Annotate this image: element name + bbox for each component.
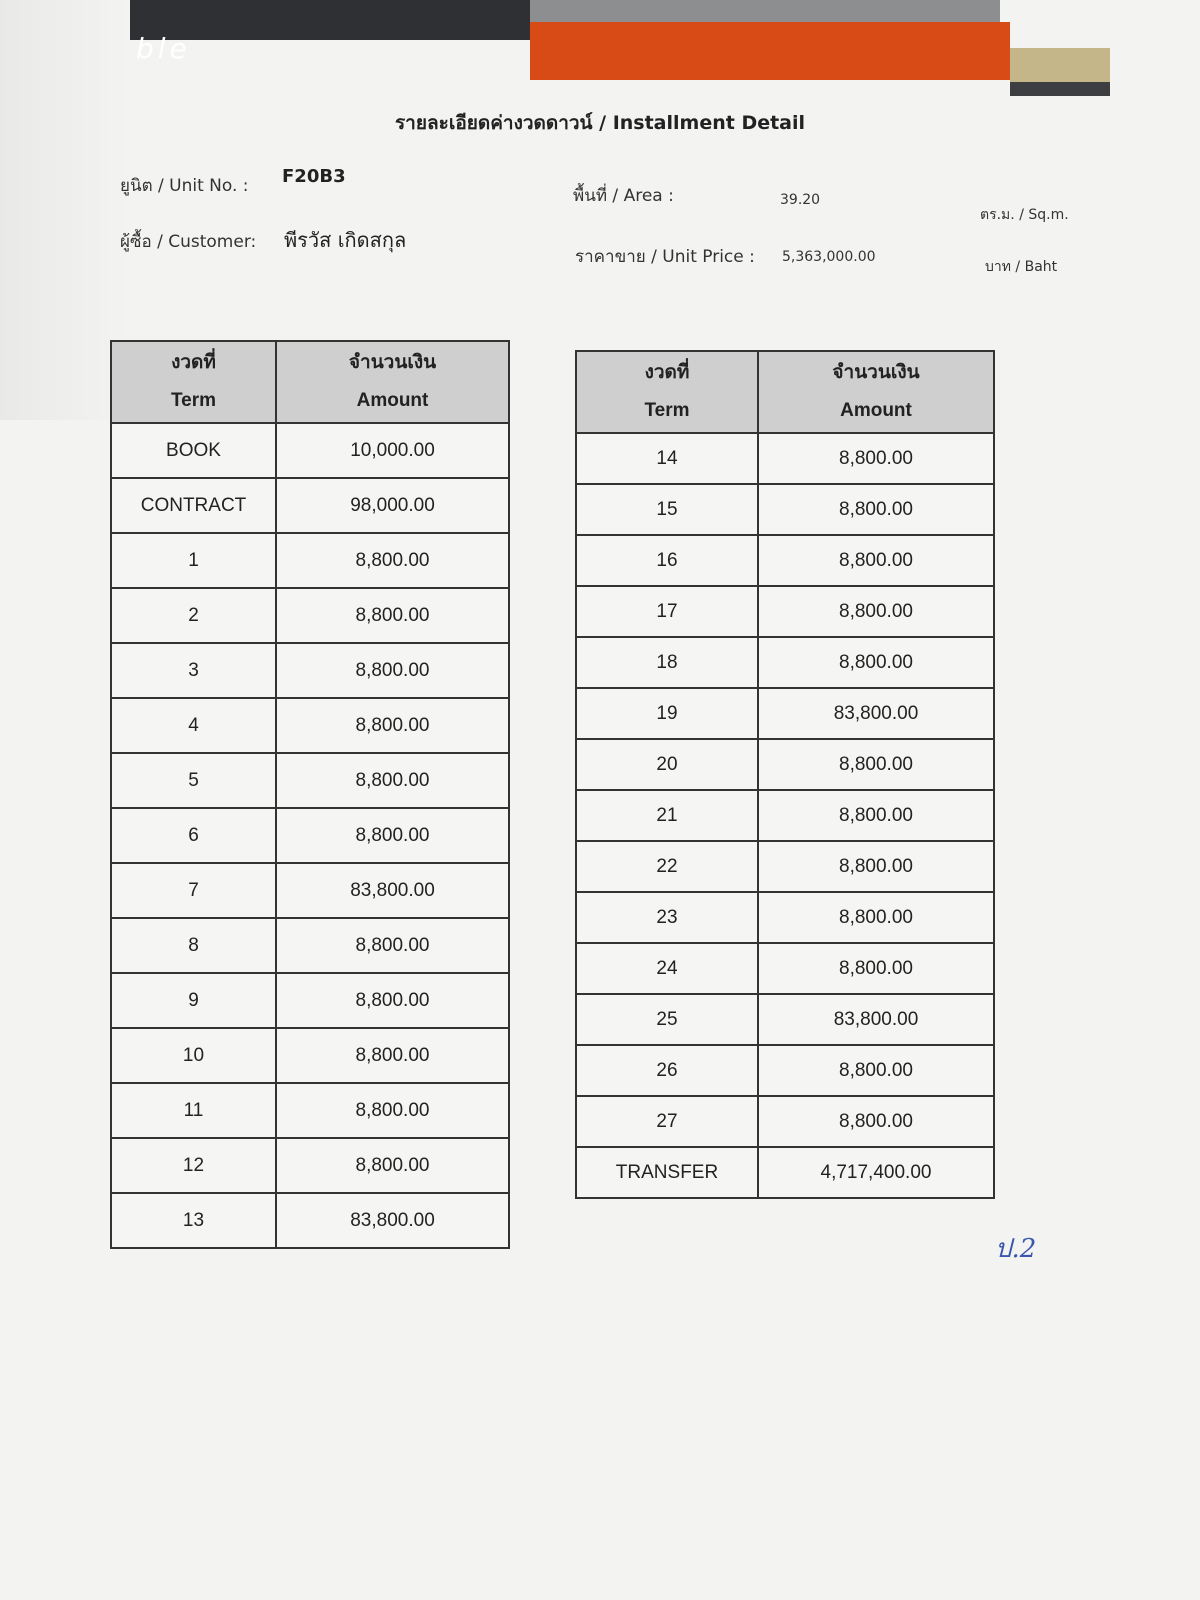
term-cell: 24 bbox=[576, 943, 758, 994]
table-row bbox=[111, 533, 509, 588]
term-cell: 23 bbox=[576, 892, 758, 943]
amount-cell: 8,800.00 bbox=[276, 1028, 509, 1083]
table-row bbox=[576, 994, 994, 1045]
amount-header-thai: จำนวนเงิน bbox=[832, 362, 920, 383]
term-cell: 13 bbox=[111, 1193, 276, 1248]
amount-cell: 8,800.00 bbox=[758, 484, 994, 535]
term-cell: 19 bbox=[576, 688, 758, 739]
amount-cell: 8,800.00 bbox=[276, 643, 509, 698]
term-cell: 20 bbox=[576, 739, 758, 790]
handwritten-annotation: ป.2 bbox=[995, 1234, 1037, 1264]
amount-cell: 8,800.00 bbox=[758, 892, 994, 943]
amount-cell: 8,800.00 bbox=[758, 1096, 994, 1147]
term-header-thai: งวดที่ bbox=[644, 362, 690, 383]
table-row bbox=[111, 1138, 509, 1193]
table-row bbox=[576, 637, 994, 688]
term-cell: 17 bbox=[576, 586, 758, 637]
price-value: 5,363,000.00 bbox=[782, 249, 876, 265]
price-label: ราคาขาย / Unit Price : bbox=[575, 247, 755, 267]
amount-header bbox=[276, 341, 509, 423]
table-row bbox=[576, 1045, 994, 1096]
logo-fragment: ble bbox=[136, 32, 191, 65]
term-cell: 27 bbox=[576, 1096, 758, 1147]
table-row bbox=[576, 535, 994, 586]
area-unit: ตร.ม. / Sq.m. bbox=[980, 207, 1069, 223]
term-cell: 15 bbox=[576, 484, 758, 535]
table-row bbox=[111, 1193, 509, 1248]
header-band-gray bbox=[530, 0, 1000, 22]
table-row bbox=[111, 698, 509, 753]
table-row bbox=[111, 588, 509, 643]
term-cell: 7 bbox=[111, 863, 276, 918]
table-row bbox=[111, 1083, 509, 1138]
amount-cell: 8,800.00 bbox=[276, 918, 509, 973]
term-header-english: Term bbox=[170, 390, 217, 411]
table-row bbox=[576, 841, 994, 892]
term-cell: 16 bbox=[576, 535, 758, 586]
table-row bbox=[576, 1147, 994, 1198]
header-band-dark-small bbox=[1010, 82, 1110, 96]
amount-cell: 83,800.00 bbox=[276, 1193, 509, 1248]
term-cell: 6 bbox=[111, 808, 276, 863]
amount-cell: 8,800.00 bbox=[276, 588, 509, 643]
table-row bbox=[576, 586, 994, 637]
term-cell: 12 bbox=[111, 1138, 276, 1193]
term-cell: 21 bbox=[576, 790, 758, 841]
amount-cell: 8,800.00 bbox=[758, 790, 994, 841]
amount-cell: 8,800.00 bbox=[276, 973, 509, 1028]
area-value: 39.20 bbox=[780, 192, 821, 208]
amount-cell: 83,800.00 bbox=[758, 688, 994, 739]
term-header bbox=[576, 351, 758, 433]
term-cell: 18 bbox=[576, 637, 758, 688]
table-row bbox=[111, 478, 509, 533]
term-cell: 1 bbox=[111, 533, 276, 588]
unit-label: ยูนิต / Unit No. : bbox=[120, 176, 249, 196]
table-row bbox=[111, 1028, 509, 1083]
table-row bbox=[576, 433, 994, 484]
term-cell: 5 bbox=[111, 753, 276, 808]
table-row bbox=[576, 739, 994, 790]
amount-cell: 83,800.00 bbox=[276, 863, 509, 918]
header-band-tan bbox=[1010, 48, 1110, 82]
term-cell: 26 bbox=[576, 1045, 758, 1096]
table-row bbox=[111, 973, 509, 1028]
term-cell: 9 bbox=[111, 973, 276, 1028]
term-cell: 4 bbox=[111, 698, 276, 753]
header-band-orange bbox=[530, 22, 1010, 80]
term-cell: 3 bbox=[111, 643, 276, 698]
table-row bbox=[576, 892, 994, 943]
amount-cell: 8,800.00 bbox=[276, 698, 509, 753]
amount-cell: 10,000.00 bbox=[276, 423, 509, 478]
term-cell: 25 bbox=[576, 994, 758, 1045]
term-cell: CONTRACT bbox=[111, 478, 276, 533]
amount-cell: 8,800.00 bbox=[758, 535, 994, 586]
amount-cell: 8,800.00 bbox=[276, 1083, 509, 1138]
table-row bbox=[576, 790, 994, 841]
amount-cell: 8,800.00 bbox=[758, 943, 994, 994]
amount-cell: 98,000.00 bbox=[276, 478, 509, 533]
amount-cell: 8,800.00 bbox=[758, 739, 994, 790]
table-row bbox=[111, 753, 509, 808]
amount-cell: 8,800.00 bbox=[758, 637, 994, 688]
term-header-thai: งวดที่ bbox=[171, 352, 216, 373]
customer-label: ผู้ซื้อ / Customer: bbox=[120, 232, 257, 252]
table-row bbox=[111, 918, 509, 973]
term-cell: 8 bbox=[111, 918, 276, 973]
amount-header-english: Amount bbox=[356, 390, 429, 411]
amount-cell: 8,800.00 bbox=[276, 533, 509, 588]
amount-cell: 8,800.00 bbox=[276, 1138, 509, 1193]
term-cell: 22 bbox=[576, 841, 758, 892]
term-cell: TRANSFER bbox=[576, 1147, 758, 1198]
unit-value: F20B3 bbox=[282, 166, 346, 187]
term-cell: BOOK bbox=[111, 423, 276, 478]
amount-cell: 83,800.00 bbox=[758, 994, 994, 1045]
price-unit: บาท / Baht bbox=[985, 259, 1058, 275]
table-row bbox=[111, 808, 509, 863]
term-cell: 10 bbox=[111, 1028, 276, 1083]
term-header-english: Term bbox=[644, 400, 690, 421]
amount-cell: 8,800.00 bbox=[276, 753, 509, 808]
amount-cell: 8,800.00 bbox=[758, 586, 994, 637]
amount-cell: 8,800.00 bbox=[276, 808, 509, 863]
area-label: พื้นที่ / Area : bbox=[573, 186, 674, 206]
table-row bbox=[111, 643, 509, 698]
term-cell: 2 bbox=[111, 588, 276, 643]
amount-header-thai: จำนวนเงิน bbox=[348, 352, 437, 373]
table-row bbox=[576, 484, 994, 535]
table-row bbox=[576, 943, 994, 994]
term-cell: 14 bbox=[576, 433, 758, 484]
amount-cell: 8,800.00 bbox=[758, 433, 994, 484]
amount-cell: 4,717,400.00 bbox=[758, 1147, 994, 1198]
amount-header bbox=[758, 351, 994, 433]
table-row bbox=[576, 1096, 994, 1147]
installment-table-right bbox=[575, 350, 995, 1199]
installment-table-left bbox=[110, 340, 510, 1249]
table-row bbox=[111, 863, 509, 918]
term-header bbox=[111, 341, 276, 423]
amount-header-english: Amount bbox=[840, 400, 912, 421]
amount-cell: 8,800.00 bbox=[758, 841, 994, 892]
page-title: รายละเอียดค่างวดดาวน์ / Installment Detail bbox=[394, 112, 806, 134]
customer-value: พีรวัส เกิดสกุล bbox=[284, 228, 407, 252]
table-row bbox=[576, 688, 994, 739]
amount-cell: 8,800.00 bbox=[758, 1045, 994, 1096]
term-cell: 11 bbox=[111, 1083, 276, 1138]
table-row bbox=[111, 423, 509, 478]
